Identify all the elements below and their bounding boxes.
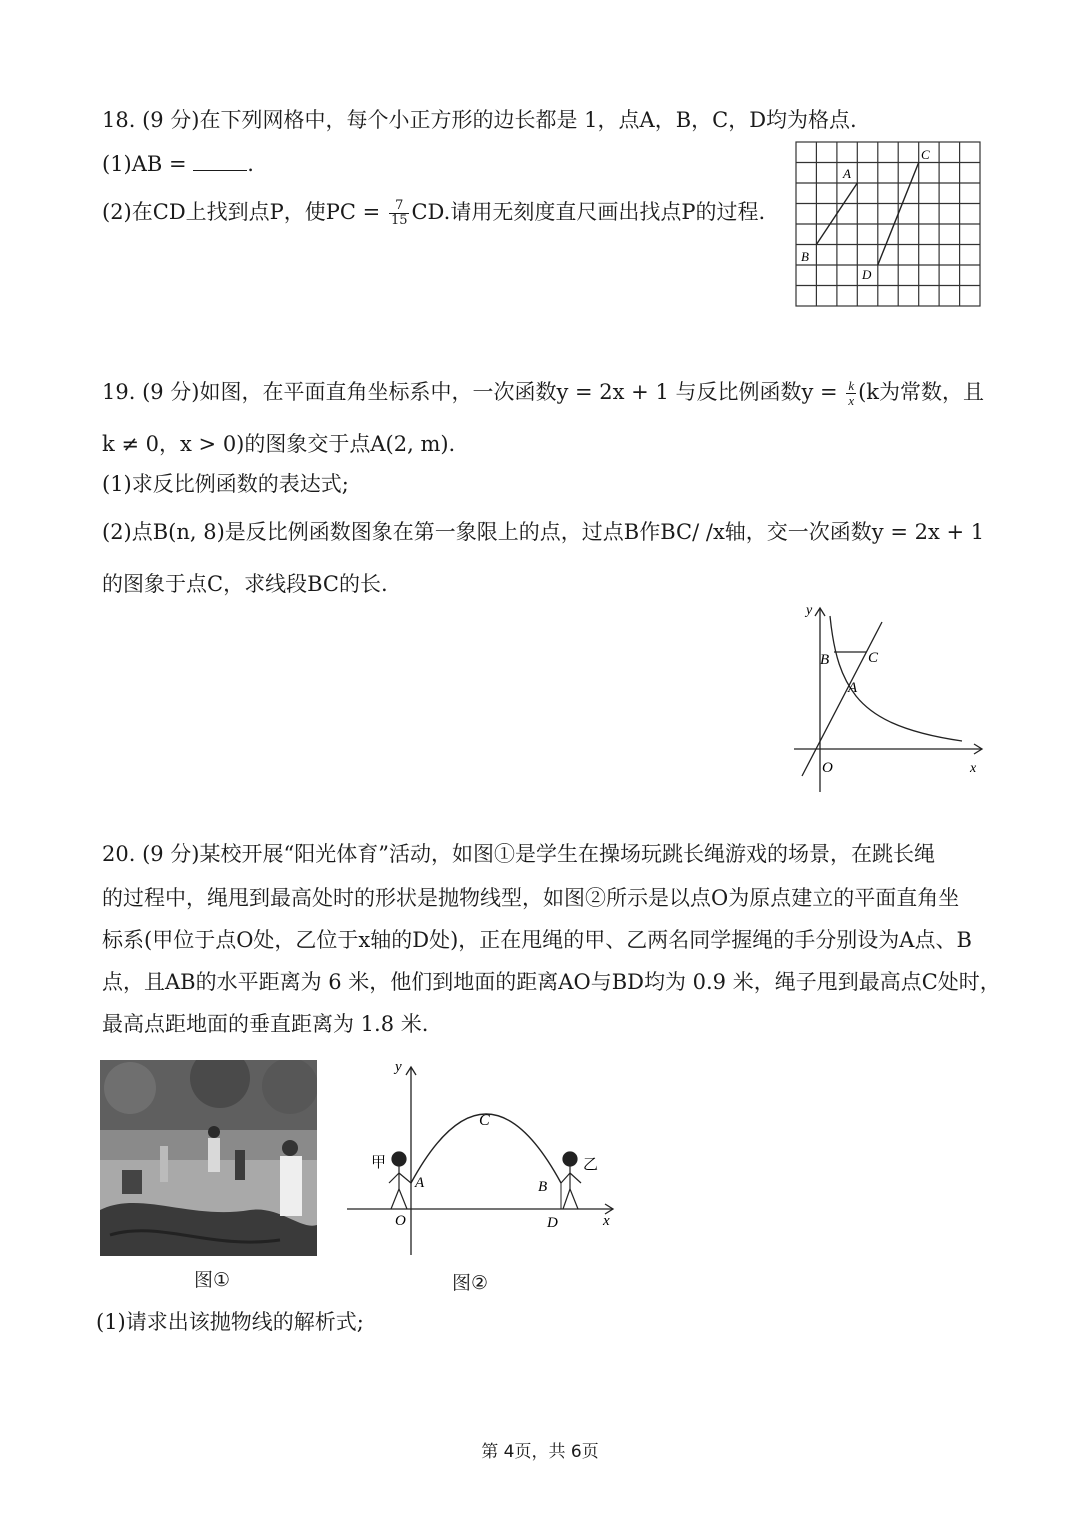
grid-label-b: B: [801, 249, 809, 264]
axis-label-x: x: [603, 1213, 610, 1229]
figure2-caption: 图②: [452, 1272, 489, 1294]
q18-grid-figure: [792, 138, 984, 310]
axis-label-y: y: [395, 1059, 402, 1075]
q19-stem-post: (k为常数，且: [858, 380, 985, 404]
point-label-c: C: [868, 650, 879, 666]
label-yi: 乙: [583, 1157, 599, 1173]
grid-label-d: D: [862, 267, 872, 282]
student-jia: [389, 1152, 411, 1209]
jump-rope-photo: [100, 1060, 317, 1256]
q19-stem-line1: [102, 378, 984, 408]
point-label-b: B: [820, 652, 830, 668]
q19-stem-pre: 19. (9 分)如图，在平面直角坐标系中，一次函数y = 2x + 1 与反比例函数y =: [102, 380, 845, 404]
q19-part2-line2: 的图象于点C，求线段BC的长.: [102, 572, 388, 596]
q18-part2-post: CD.请用无刻度直尺画出找点P的过程.: [411, 200, 766, 224]
fraction-numerator: k: [848, 378, 855, 393]
q18-part1-label: (1)AB =: [102, 152, 194, 176]
q20-line4: 点，且AB的水平距离为 6 米，他们到地面的距离AO与BD均为 0.9 米，绳子甩到最高点C处时，: [102, 970, 1001, 994]
q19-graph: [790, 596, 990, 796]
q18-part1: [102, 150, 254, 178]
fraction-denominator: 15: [390, 213, 408, 228]
point-label-d: D: [547, 1215, 558, 1231]
label-jia: 甲: [371, 1155, 387, 1171]
point-label-c: C: [479, 1112, 490, 1129]
fraction-k-over-x: [846, 379, 856, 408]
fraction-7-15: [389, 199, 410, 228]
point-label-b: B: [538, 1179, 548, 1195]
point-label-a: A: [415, 1175, 425, 1191]
q19-part1: (1)求反比例函数的表达式;: [102, 472, 349, 496]
q20-line2: 的过程中，绳甩到最高处时的形状是抛物线型，如图②所示是以点O为原点建立的平面直角坐: [102, 886, 960, 910]
figure1-caption: 图①: [194, 1269, 231, 1291]
q18-part2-pre: (2)在CD上找到点P，使PC =: [102, 200, 387, 224]
q20-line3: 标系(甲位于点O处，乙位于x轴的D处)，正在甩绳的甲、乙两名同学握绳的手分别设为A点、B: [102, 928, 972, 952]
fraction-numerator: 7: [389, 199, 410, 214]
answer-blank: [193, 152, 247, 171]
fraction-denominator: x: [848, 393, 855, 408]
q18-part1-end: .: [247, 152, 254, 176]
q20-line1: 20. (9 分)某校开展“阳光体育”活动，如图①是学生在操场玩跳长绳游戏的场景，在跳长绳: [102, 842, 935, 866]
linear-function-line: [802, 622, 882, 776]
q20-figure2: [345, 1055, 620, 1265]
q18-stem: 18. (9 分)在下列网格中，每个小正方形的边长都是 1，点A，B，C，D均为格点.: [102, 108, 857, 132]
point-label-a: A: [848, 680, 858, 696]
page-footer: 第 4页，共 6页: [481, 1442, 599, 1462]
hyperbola-curve: [830, 616, 962, 741]
axis-label-y: y: [806, 603, 813, 618]
photo-scene: [100, 1060, 317, 1256]
grid-lines: [796, 142, 980, 306]
origin-label: O: [395, 1213, 406, 1229]
grid-label-c: C: [921, 147, 930, 162]
student-yi: [561, 1152, 581, 1209]
grid-label-a: A: [843, 166, 851, 181]
axis-label-x: x: [970, 761, 977, 776]
q18-part2: [102, 198, 765, 228]
q19-part2-line1: (2)点B(n, 8)是反比例函数图象在第一象限上的点，过点B作BC/ /x轴，交一次函数y = 2x + 1: [102, 520, 985, 544]
q20-part1: (1)请求出该抛物线的解析式;: [96, 1310, 364, 1334]
q19-stem-line2: k ≠ 0，x > 0)的图象交于点A(2, m).: [102, 432, 456, 456]
q20-line5: 最高点距地面的垂直距离为 1.8 米.: [102, 1012, 429, 1036]
origin-label: O: [822, 760, 833, 776]
